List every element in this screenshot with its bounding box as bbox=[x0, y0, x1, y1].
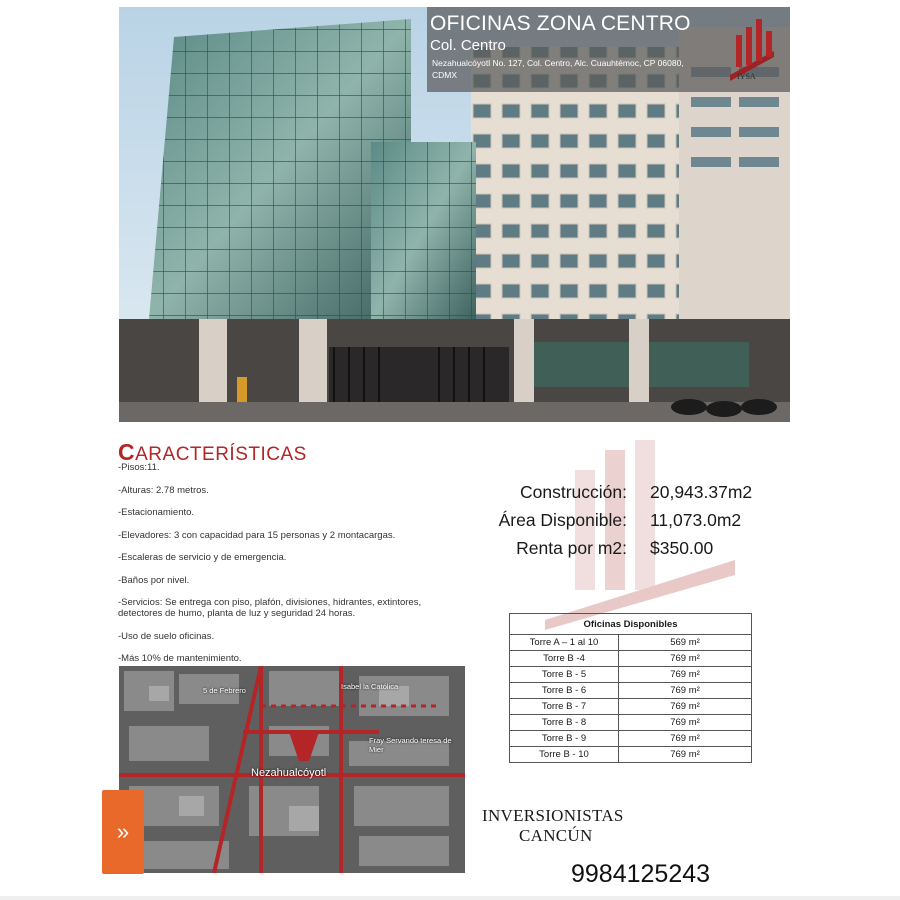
list-item: -Estacionamiento. bbox=[118, 507, 195, 518]
page-subtitle: Col. Centro bbox=[430, 37, 506, 54]
area-cell: 769 m² bbox=[619, 667, 752, 683]
phone-number[interactable]: 9984125243 bbox=[571, 860, 711, 888]
list-item: -Más 10% de mantenimiento. bbox=[118, 653, 242, 664]
tower-cell: Torre B - 7 bbox=[510, 699, 619, 715]
location-map bbox=[116, 666, 465, 873]
area-cell: 769 m² bbox=[619, 699, 752, 715]
tower-cell: Torre A – 1 al 10 bbox=[510, 635, 619, 651]
list-item: -Baños por nivel. bbox=[118, 574, 190, 586]
table-row bbox=[510, 731, 752, 747]
table-row bbox=[510, 747, 752, 763]
table-row bbox=[510, 667, 752, 683]
available-area-label: Área Disponible: bbox=[498, 510, 627, 530]
table-row bbox=[510, 683, 752, 699]
list-item: -Uso de suelo oficinas. bbox=[118, 630, 215, 642]
area-cell: 769 m² bbox=[619, 731, 752, 747]
tower-cell: Torre B - 10 bbox=[510, 747, 619, 763]
tower-cell: Torre B - 6 bbox=[510, 683, 619, 699]
street-label: Isabel la Católica bbox=[341, 682, 399, 691]
tower-cell: Torre B - 9 bbox=[510, 731, 619, 747]
area-cell: 569 m² bbox=[619, 635, 752, 651]
characteristics-list bbox=[118, 462, 448, 676]
address-text: Nezahualcóyotl No. 127, Col. Centro, Alc. Cuauhtémoc, CP 06080, CDMX bbox=[432, 58, 684, 80]
area-cell: 769 m² bbox=[619, 651, 752, 667]
tower-cell: Torre B - 5 bbox=[510, 667, 619, 683]
double-chevron-right-icon: » bbox=[116, 819, 130, 844]
offices-table bbox=[509, 613, 752, 763]
construction-label: Construcción: bbox=[520, 482, 627, 502]
table-row bbox=[510, 715, 752, 731]
street-label-main: Nezahualcóyotl bbox=[251, 767, 327, 779]
bottom-bar bbox=[0, 896, 900, 900]
area-cell: 769 m² bbox=[619, 683, 752, 699]
list-item: -Alturas: 2.78 metros. bbox=[118, 484, 209, 496]
list-item: -Escaleras de servicio y de emergencia. bbox=[118, 552, 287, 563]
area-cell: 769 m² bbox=[619, 747, 752, 763]
next-arrow-button[interactable] bbox=[102, 790, 144, 874]
table-row bbox=[510, 635, 752, 651]
area-cell: 769 m² bbox=[619, 715, 752, 731]
title-rest: ARACTERÍSTICAS bbox=[135, 444, 307, 465]
street-label: 5 de Febrero bbox=[203, 686, 246, 695]
list-item: -Servicios: Se entrega con piso, plafón, divisiones, hidrantes, extintores, detectores de humo, planta de luz y seguridad 24 horas. bbox=[118, 597, 422, 619]
company-name-line2: CANCÚN bbox=[519, 826, 593, 845]
table-row bbox=[510, 699, 752, 715]
company-name-line1: INVERSIONISTAS bbox=[482, 806, 624, 825]
list-item: -Elevadores: 3 con capacidad para 15 personas y 2 montacargas. bbox=[118, 529, 396, 541]
watermark-graphic bbox=[545, 440, 745, 630]
rent-label: Renta por m2: bbox=[516, 538, 627, 558]
available-area-value: 11,073.0m2 bbox=[650, 510, 742, 530]
page-title: OFICINAS ZONA CENTRO bbox=[430, 12, 691, 35]
tower-cell: Torre B - 8 bbox=[510, 715, 619, 731]
logo-text: IYSA bbox=[737, 72, 756, 81]
construction-value: 20,943.37m2 bbox=[650, 482, 753, 502]
tower-cell: Torre B -4 bbox=[510, 651, 619, 667]
rent-value: $350.00 bbox=[650, 538, 714, 558]
street-label: Fray Servando teresa de Mier bbox=[369, 736, 452, 754]
table-header: Oficinas Disponibles bbox=[510, 614, 752, 635]
table-row bbox=[510, 651, 752, 667]
title-initial: C bbox=[118, 439, 136, 465]
list-item: -Pisos:11. bbox=[118, 462, 160, 473]
